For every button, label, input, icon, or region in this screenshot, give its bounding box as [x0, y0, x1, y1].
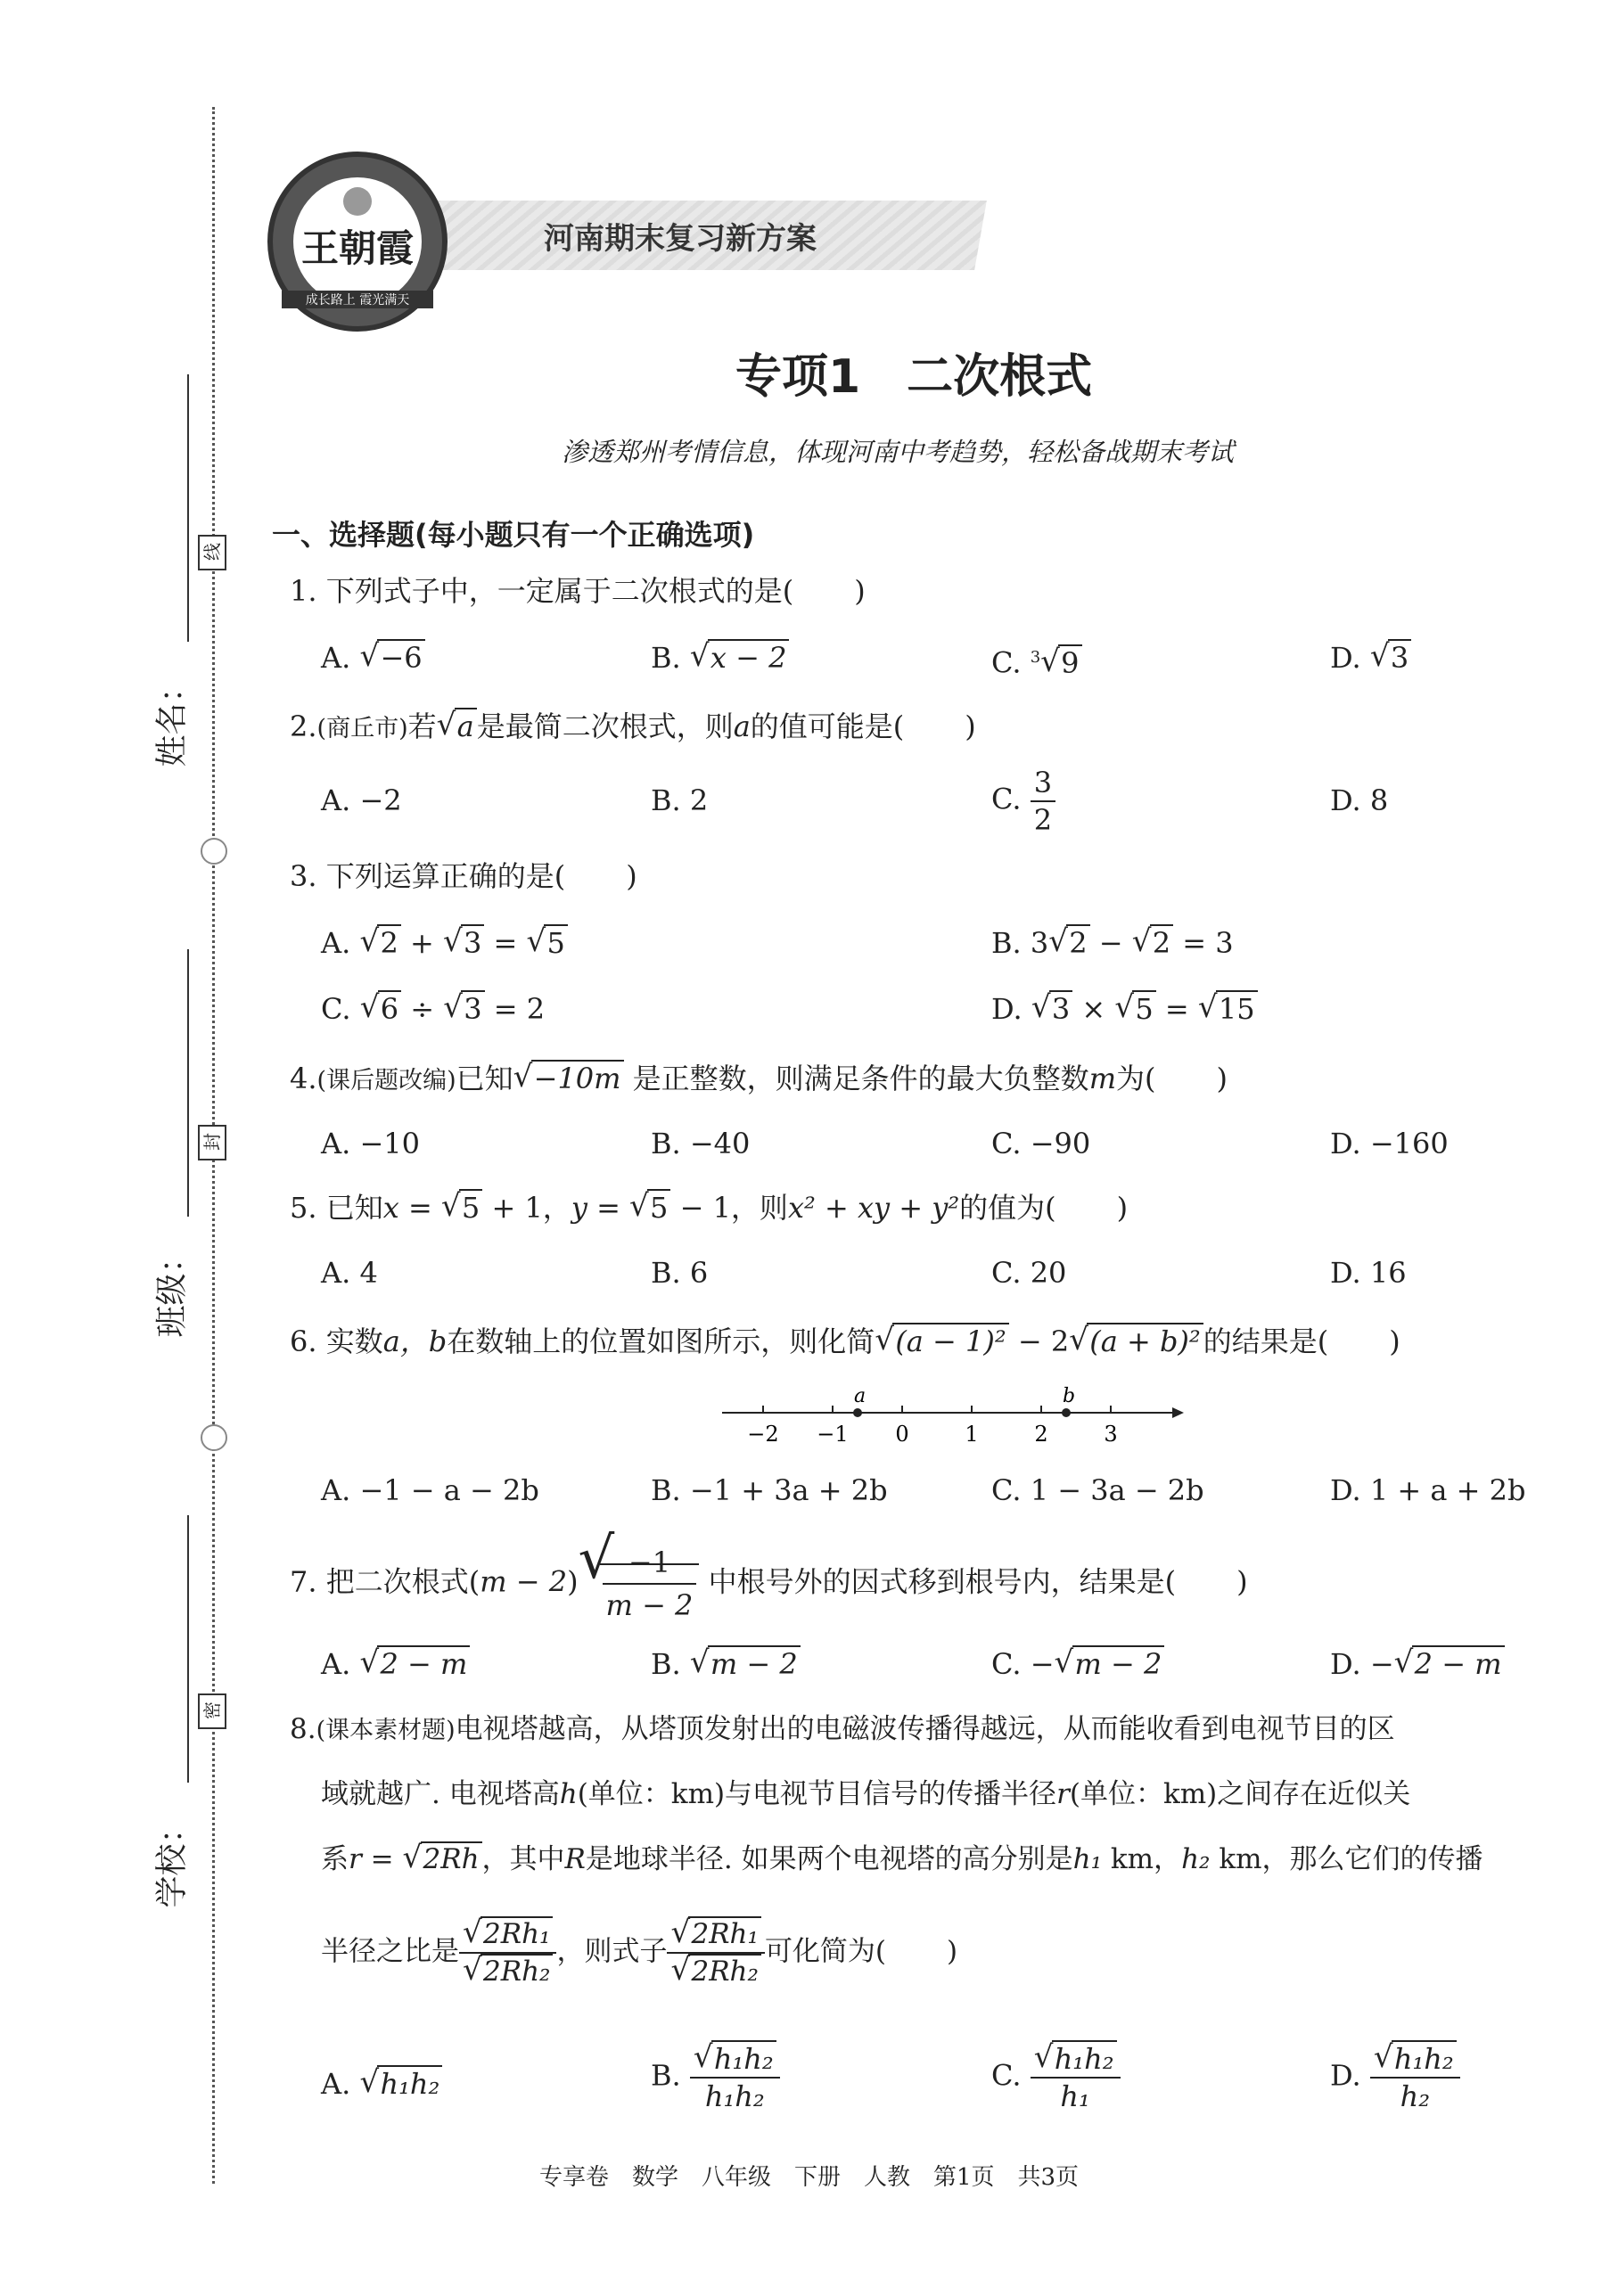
q8-option-c[interactable]: C. √ h₁h₂ h₁: [991, 2041, 1121, 2114]
number-line-tick-label: −1: [817, 1422, 849, 1447]
svg-text:★ ★ ★ ★ ★: ★ ★ ★ ★ ★: [307, 127, 440, 154]
q8-option-a[interactable]: A. √ h₁h₂: [321, 2066, 442, 2102]
q7-option-b[interactable]: B. √ m − 2: [651, 1646, 801, 1682]
logo-slogan: 成长路上 霞光满天: [282, 291, 433, 308]
q7-option-d[interactable]: D. − √ 2 − m: [1330, 1646, 1505, 1682]
question-6: 6. 实数a，b在数轴上的位置如图所示，则化简 √ (a − 1)² − 2 √ (a + b)²的结果是( ): [290, 1322, 1400, 1358]
q6-option-a[interactable]: A. −1 − a − 2b: [321, 1473, 539, 1507]
q2-option-d[interactable]: D. 8: [1330, 783, 1389, 817]
question-8-line-3: 系r = √ 2Rh，其中R是地球半径. 如果两个电视塔的高分别是h₁ km，h₂ km，那么它们的传播: [321, 1840, 1483, 1875]
number-line-tick-label: 2: [1034, 1422, 1048, 1447]
page-subtitle: 渗透郑州考情信息，体现河南中考趋势，轻松备战期末考试: [562, 437, 1235, 467]
question-8-line-1: 8.(课本素材题)电视塔越高，从塔顶发射出的电磁波传播得越远，从而能收看到电视节目的区: [290, 1713, 1395, 1745]
question-7: 7. 把二次根式(m − 2) √ $\frac{-1}{m - 2}$ 中根号外的因式移到根号内，结果是( ): [290, 1526, 1248, 1622]
margin-logo-icon: [201, 838, 227, 865]
q5-option-c[interactable]: C. 20: [991, 1256, 1067, 1290]
margin-mark-seal: 封: [198, 1125, 226, 1160]
q8-option-b[interactable]: B. √ h₁h₂ h₁h₂: [651, 2041, 780, 2114]
q7-option-c[interactable]: C. − √ m − 2: [991, 1646, 1164, 1682]
question-4: 4.(课后题改编)已知 √ −10m 是正整数，则满足条件的最大负整数m为( ): [290, 1059, 1228, 1095]
q3-option-b[interactable]: B. 3 √ 2 − √ 2 = 3: [991, 923, 1234, 960]
class-label: 班级：: [153, 1241, 191, 1338]
q3-option-a[interactable]: A. √ 2 + √ 3 = √ 5: [321, 925, 568, 961]
q3-option-d[interactable]: D. √ 3 × √ 5 = √ 15: [991, 991, 1258, 1027]
series-title: 河南期末复习新方案: [544, 221, 817, 257]
q6-option-d[interactable]: D. 1 + a + 2b: [1330, 1473, 1526, 1507]
number-line-tick-label: 0: [895, 1422, 909, 1447]
q1-option-a[interactable]: A. √ −6: [321, 640, 425, 676]
question-8-line-2: 域就越广. 电视塔高h(单位：km)与电视节目信号的传播半径r(单位：km)之间存在近似关: [321, 1778, 1411, 1810]
q8-option-d[interactable]: D. √ h₁h₂ h₂: [1330, 2041, 1460, 2114]
page-title: 专项1 二次根式: [735, 350, 1093, 404]
margin-mark-close: 密: [198, 1693, 226, 1729]
q2-option-a[interactable]: A. −2: [321, 783, 402, 817]
q3-option-c[interactable]: C. √ 6 ÷ √ 3 = 2: [321, 989, 546, 1026]
q1-option-d[interactable]: D. √ 3: [1330, 640, 1411, 676]
q7-option-a[interactable]: A. √ 2 − m: [321, 1646, 470, 1682]
q2-option-c[interactable]: C. $\frac{3}{2}$: [991, 765, 1055, 838]
logo-name: 王朝霞: [300, 226, 414, 270]
question-8-line-4: 半径之比是 √ 2Rh₁ √ 2Rh₂ ，则式子 √ 2Rh₁ √ 2Rh₂ 可化简为( ): [321, 1915, 958, 1988]
q4-option-c[interactable]: C. −90: [991, 1127, 1091, 1160]
page-footer: 专享卷 数学 八年级 下册 人教 第1页 共3页: [538, 2164, 1080, 2191]
q5-option-a[interactable]: A. 4: [321, 1256, 378, 1290]
q1-option-c[interactable]: C. $^3$ √ 9: [991, 640, 1082, 681]
q2-option-b[interactable]: B. 2: [651, 783, 709, 817]
number-line: [722, 1386, 1186, 1457]
point-b: [1062, 1408, 1071, 1417]
question-1: 1. 下列式子中，一定属于二次根式的是( ): [290, 574, 866, 608]
q4-option-a[interactable]: A. −10: [321, 1127, 420, 1160]
margin-mark-line: 线: [198, 535, 226, 570]
number-line-tick-label: 1: [965, 1422, 979, 1447]
question-3: 3. 下列运算正确的是( ): [290, 859, 637, 893]
q4-option-b[interactable]: B. −40: [651, 1127, 751, 1160]
q6-option-c[interactable]: C. 1 − 3a − 2b: [991, 1473, 1204, 1507]
point-a: [853, 1408, 862, 1417]
brand-logo: [267, 127, 448, 332]
binding-solid-line-3: [187, 1515, 189, 1783]
margin-logo-icon: [201, 1424, 227, 1451]
school-label: 学校：: [153, 1811, 191, 1908]
q5-option-b[interactable]: B. 6: [651, 1256, 709, 1290]
number-line-arrow: [1172, 1407, 1184, 1418]
number-line-tick-label: −2: [747, 1422, 779, 1447]
binding-solid-line-1: [187, 374, 189, 642]
number-line-tick-label: 3: [1104, 1422, 1118, 1447]
question-5: 5. 已知x = √ 5 + 1，y = √ 5 − 1，则x² + xy + y²的值为( ): [290, 1188, 1129, 1225]
point-a-label: a: [854, 1385, 866, 1407]
question-2: 2.(商丘市)若 √ a是最简二次根式，则a的值可能是( ): [290, 707, 976, 743]
q4-option-d[interactable]: D. −160: [1330, 1127, 1449, 1160]
name-label: 姓名：: [153, 670, 191, 767]
q5-option-d[interactable]: D. 16: [1330, 1256, 1407, 1290]
q1-option-b[interactable]: B. √ x − 2: [651, 640, 789, 676]
binding-solid-line-2: [187, 949, 189, 1217]
section-heading: 一、选择题(每小题只有一个正确选项): [272, 518, 755, 552]
point-b-label: b: [1063, 1385, 1076, 1407]
q6-option-b[interactable]: B. −1 + 3a + 2b: [651, 1473, 888, 1507]
